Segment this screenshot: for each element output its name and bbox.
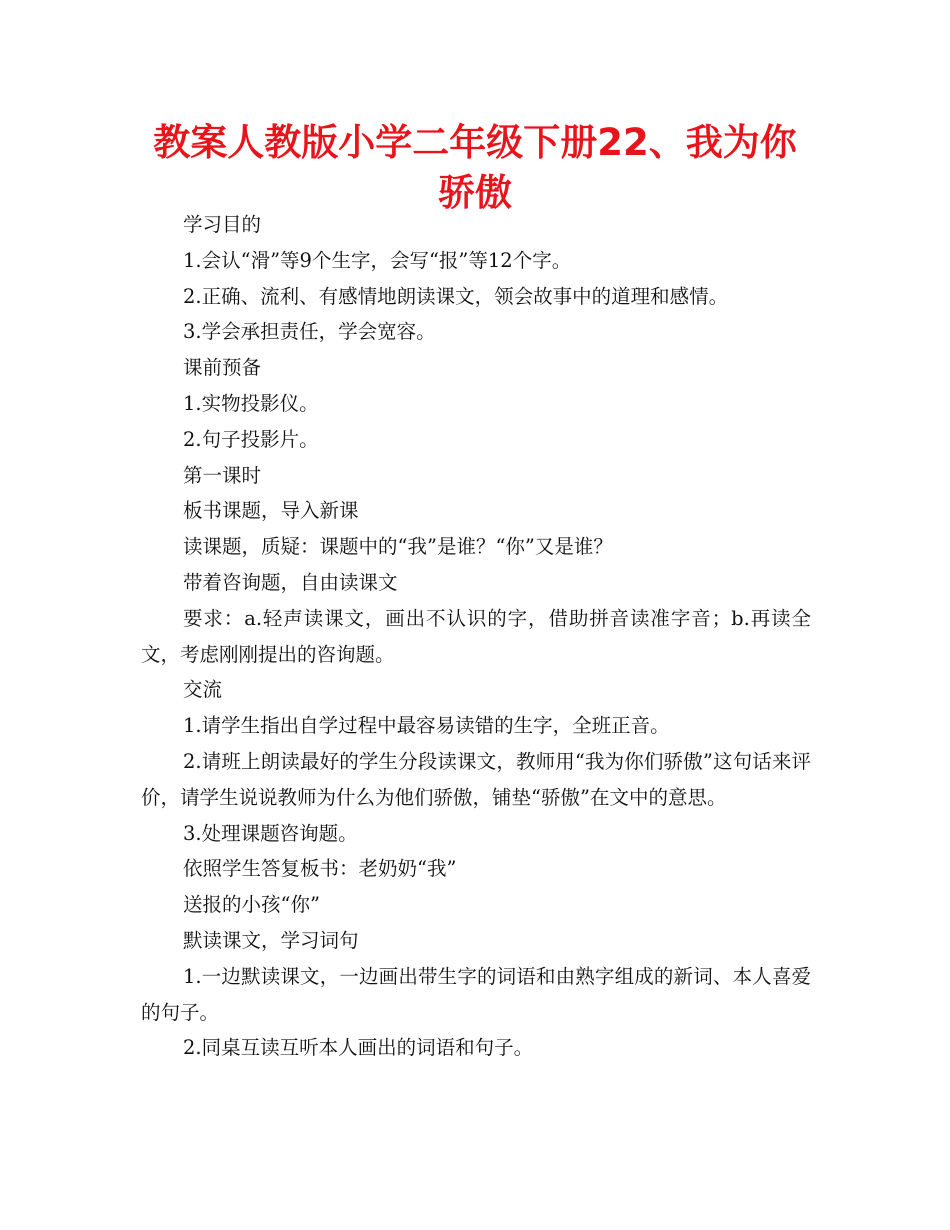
paragraph: 带着咨询题，自由读课文 <box>183 570 398 594</box>
paragraph: 板书课题，导入新课 <box>183 499 359 523</box>
paragraph: 3.处理课题咨询题。 <box>183 821 358 845</box>
section-heading-first-lesson: 第一课时 <box>183 463 262 487</box>
paragraph: 送报的小孩“你” <box>183 893 320 917</box>
paragraph: 1.一边默读课文，一边画出带生字的词语和由熟字组成的新词、本人喜爱的句子。 <box>141 964 811 1024</box>
paragraph: 交流 <box>183 678 223 702</box>
paragraph: 2.正确、流利、有感情地朗读课文，领会故事中的道理和感情。 <box>183 284 729 308</box>
document-body <box>141 207 811 1066</box>
paragraph: 默读课文，学习词句 <box>183 928 359 952</box>
paragraph: 2.请班上朗读最好的学生分段读课文，教师用“我为你们骄傲”这句话来评价，请学生说说教师为什么为他们骄傲，铺垫“骄傲”在文中的意思。 <box>141 749 811 809</box>
paragraph: 1.请学生指出自学过程中最容易读错的生字，全班正音。 <box>183 714 670 738</box>
paragraph: 依照学生答复板书：老奶奶“我” <box>183 857 457 881</box>
paragraph: 3.学会承担责任，学会宽容。 <box>183 320 436 344</box>
section-heading-preparation: 课前预备 <box>183 356 262 380</box>
paragraph: 1.实物投影仪。 <box>183 391 319 415</box>
paragraph: 2.句子投影片。 <box>183 427 319 451</box>
section-heading-objectives: 学习目的 <box>183 213 262 236</box>
paragraph: 要求：a.轻声读课文，画出不认识的字，借助拼音读准字音；b.再读全文，考虑刚刚提出的咨询题。 <box>141 606 811 666</box>
document-title: 教案人教版小学二年级下册22、我为你骄傲 <box>153 121 797 214</box>
paragraph: 2.同桌互读互听本人画出的词语和句子。 <box>183 1036 534 1060</box>
paragraph: 读课题，质疑：课题中的“我”是谁？“你”又是谁？ <box>183 535 613 559</box>
paragraph: 1.会认“滑”等9个生字，会写“报”等12个字。 <box>183 248 572 272</box>
